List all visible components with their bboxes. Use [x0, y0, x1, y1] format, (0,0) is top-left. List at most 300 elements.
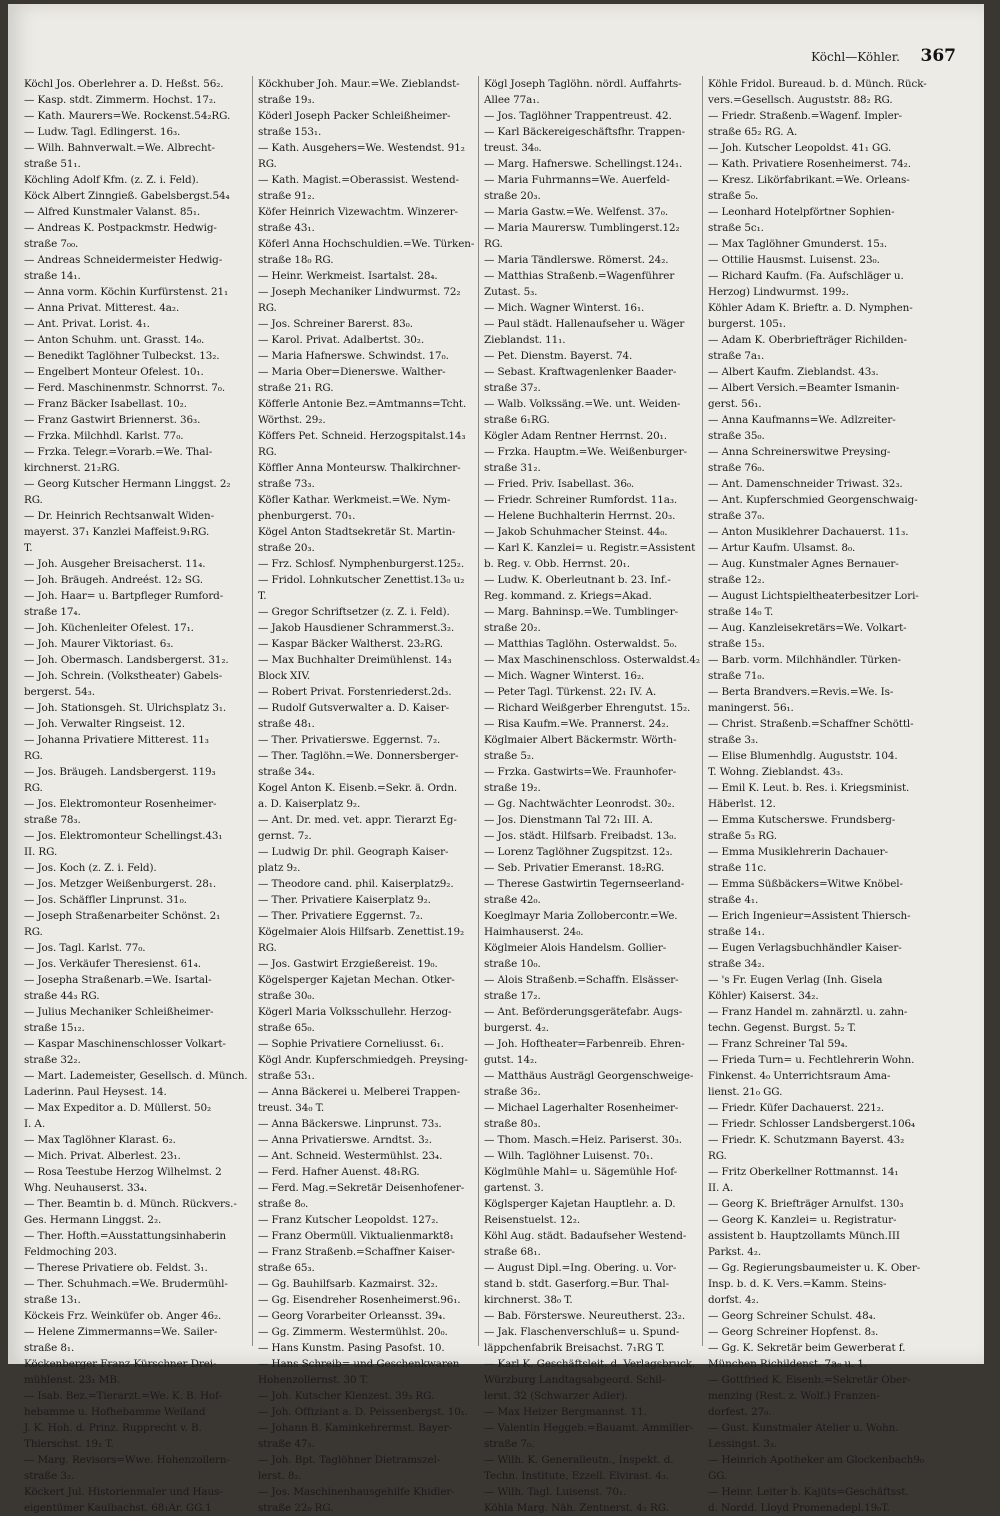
directory-entry-line: — Joseph Straßenarbeiter Schönst. 2₁ [24, 910, 221, 922]
directory-entry-line: bergerst. 54₃. [24, 686, 95, 698]
directory-entry-line: — Anna Privat. Mitterest. 4a₂. [24, 302, 180, 314]
directory-entry-line: Kögler Adam Rentner Herrnst. 20₁. [484, 430, 667, 442]
directory-entry-line: — Ther. Privatierswe. Eggernst. 7₂. [258, 734, 441, 746]
directory-entry-line: RG. [258, 942, 277, 954]
directory-entry-line: Kogel Anton K. Eisenb.=Sekr. ä. Ordn. [258, 782, 458, 794]
directory-entry-line: Köchl Jos. Oberlehrer a. D. Heßst. 56₂. [24, 78, 224, 90]
directory-entry-line: — Adam K. Oberbriefträger Richilden- [708, 334, 907, 346]
directory-entry-line: — Karl K. Kanzlei= u. Registr.=Assistent [484, 542, 696, 554]
directory-entry-line: — Mich. Wagner Winterst. 16₁. [484, 302, 645, 314]
directory-entry-line: — Johanna Privatiere Mitterest. 11₃ [24, 734, 209, 746]
directory-entry-line: — Richard Weißgerber Ehrengutst. 15₂. [484, 702, 691, 714]
directory-entry-line: — Heinrich Apotheker am Glockenbach9₀ [708, 1454, 924, 1466]
directory-entry-line: dorfest. 27₀. [708, 1406, 772, 1418]
directory-entry-line: a. D. Kaiserplatz 9₂. [258, 798, 361, 810]
directory-entry-line: Allee 77a₁. [484, 94, 540, 106]
directory-entry-line: — Ant. Damenschneider Triwast. 32₃. [708, 478, 903, 490]
directory-entry-line: straße 14₁. [24, 270, 81, 282]
directory-entry-line: — Sebast. Kraftwagenlenker Baader- [484, 366, 677, 378]
directory-entry-line: — Ther. Hofth.=Ausstattungsinhaberin [24, 1230, 226, 1242]
directory-entry-line: straße 15₃. [708, 638, 765, 650]
directory-entry-line: — Michael Lagerhalter Rosenheimer- [484, 1102, 679, 1114]
directory-entry-line: — Aug. Kunstmaler Agnes Bernauer- [708, 558, 899, 570]
directory-entry-line: treust. 34₀. [484, 142, 542, 154]
directory-entry-line: GG. [708, 1470, 728, 1482]
directory-entry-line: Köck Albert Zinngieß. Gabelsbergst.54₄ [24, 190, 230, 202]
directory-entry-line: straße 11c. [708, 862, 767, 874]
directory-entry-line: — Karol. Privat. Adalbertst. 30₂. [258, 334, 425, 346]
directory-entry-line: — Friedr. Schlosser Landsbergerst.106₄ [708, 1118, 916, 1130]
directory-entry-line: RG. [708, 1150, 727, 1162]
directory-entry-line: — Anna Bäckerswe. Linprunst. 73₃. [258, 1118, 442, 1130]
directory-entry-line: — Joh. Schrein. (Volkstheater) Gabels- [24, 670, 223, 682]
directory-entry-line: — Franz Schreiner Tal 59₄. [708, 1038, 848, 1050]
directory-entry-line: Block XIV. [258, 670, 311, 682]
directory-entry-line: — Anton Schuhm. unt. Grasst. 14₀. [24, 334, 205, 346]
directory-entry-line: straße 8₁. [24, 1342, 75, 1354]
directory-entry-line: kirchnerst. 38₀ T. [484, 1294, 573, 1306]
directory-entry-line: — Franz Handel m. zahnärztl. u. zahn- [708, 1006, 908, 1018]
directory-entry-line: straße 43₁. [258, 222, 315, 234]
directory-entry-line: straße 37₂. [484, 382, 541, 394]
directory-entry-line: straße 20₂. [484, 622, 541, 634]
directory-entry-line: mayerst. 37₁ Kanzlei Maffeist.9₁RG. [24, 526, 210, 538]
directory-entry-line: — Aug. Kanzleisekretärs=We. Volkart- [708, 622, 907, 634]
directory-entry-line: straße 68₁. [484, 1246, 541, 1258]
directory-entry-line: Whg. Neuhauserst. 33₄. [24, 1182, 148, 1194]
directory-entry-line: — Franz Gastwirt Briennerst. 36₃. [24, 414, 201, 426]
directory-entry-line: Laderinn. Paul Heysest. 14. [24, 1086, 167, 1098]
directory-entry-line: — Jos. Tagl. Karlst. 77₀. [24, 942, 146, 954]
directory-entry-line: straße 7a₁. [708, 350, 765, 362]
directory-entry-line: — Andreas Schneidermeister Hedwig- [24, 254, 223, 266]
directory-entry-line: — Friedr. Schreiner Rumfordst. 11a₃. [484, 494, 678, 506]
directory-entry-line: lerst. 32 (Schwarzer Adler). [484, 1390, 628, 1402]
directory-entry-line: straße 153₁. [258, 126, 322, 138]
directory-entry-line: — Frzka. Hauptm.=We. Weißenburger- [484, 446, 687, 458]
directory-entry-line: II. A. [708, 1182, 734, 1194]
directory-entry-line: — Georg K. Briefträger Arnulfst. 130₃ [708, 1198, 904, 1210]
directory-entry-line: — Andreas K. Postpackmstr. Hedwig- [24, 222, 217, 234]
directory-entry-line: — Friedr. K. Schutzmann Bayerst. 43₂ [708, 1134, 905, 1146]
directory-entry-line: — Franz Straßenb.=Schaffner Kaiser- [258, 1246, 455, 1258]
directory-entry-line: — Lorenz Taglöhner Zugspitzst. 12₃. [484, 846, 673, 858]
directory-entry-line: — Julius Mechaniker Schleißheimer- [24, 1006, 214, 1018]
directory-entry-line: — Valentin Heggeb.=Bauamt. Ammiller- [484, 1422, 693, 1434]
directory-entry-line: — Gg. Bauhilfsarb. Kazmairst. 32₂. [258, 1278, 438, 1290]
running-header [8, 44, 984, 68]
directory-entry-line: — Joh. Ausgeher Breisacherst. 11₄. [24, 558, 206, 570]
directory-entry-line: — Ther. Beamtin b. d. Münch. Rückvers.- [24, 1198, 237, 1210]
directory-entry-line: — August Lichtspieltheaterbesitzer Lori- [708, 590, 919, 602]
directory-entry-line: straße 35₀. [708, 430, 765, 442]
directory-column-4 [708, 76, 929, 1514]
directory-entry-line: — Ferd. Mag.=Sekretär Deisenhofener- [258, 1182, 465, 1194]
directory-entry-line: treust. 34₀ T. [258, 1102, 325, 1114]
directory-entry-line: straße 8₀. [258, 1198, 309, 1210]
directory-entry-line: — Barb. vorm. Milchhändler. Türken- [708, 654, 901, 666]
directory-entry-line: — Wilh. Tagl. Luisenst. 70₁. [484, 1486, 627, 1498]
directory-entry-line: Reisenstuelst. 12₂. [484, 1214, 581, 1226]
directory-entry-line: — Gust. Kunstmaler Atelier u. Wohn. [708, 1422, 899, 1434]
directory-entry-line: straße 22₀ RG. [258, 1502, 334, 1514]
directory-entry-line: straße 78₃. [24, 814, 81, 826]
directory-entry-line: straße 48₁. [258, 718, 315, 730]
directory-entry-line: — Ant. Schneid. Westermühlst. 23₄. [258, 1150, 443, 1162]
directory-entry-line: — Gg. Regierungsbaumeister u. K. Ober- [708, 1262, 921, 1274]
directory-entry-line: Haimhauserst. 24₀. [484, 926, 584, 938]
directory-entry-line: — Maria Ober=Dienerswe. Walther- [258, 366, 446, 378]
directory-entry-line: vers.=Gesellsch. Auguststr. 88₂ RG. [708, 94, 893, 106]
directory-entry-line: läppchenfabrik Breisachst. 7₁RG T. [484, 1342, 665, 1354]
directory-entry-line: — Albert Kaufm. Zieblandst. 43₃. [708, 366, 879, 378]
directory-entry-line: Insp. b. d. K. Vers.=Kamm. Steins- [708, 1278, 887, 1290]
directory-entry-line: straße 76₀. [708, 462, 765, 474]
directory-entry-line: straße 4₁. [708, 894, 759, 906]
directory-entry-line: stand b. stdt. Gaserforg.=Bur. Thal- [484, 1278, 670, 1290]
directory-entry-line: Köfler Kathar. Werkmeist.=We. Nym- [258, 494, 451, 506]
directory-entry-line: straße 42₀. [484, 894, 541, 906]
directory-entry-line: — Joh. Stationsgeh. St. Ulrichsplatz 3₁. [24, 702, 227, 714]
directory-entry-line: — Eugen Verlagsbuchhändler Kaiser- [708, 942, 902, 954]
directory-entry-line: burgerst. 105₁. [708, 318, 786, 330]
directory-entry-line: Köckenberger Franz Kürschner Drei- [24, 1358, 217, 1370]
directory-entry-line: straße 91₂. [258, 190, 315, 202]
directory-column-1 [24, 76, 248, 1514]
directory-entry-line: T. Wohng. Zieblandst. 43₃. [708, 766, 844, 778]
directory-entry-line: I. A. [24, 1118, 46, 1130]
directory-entry-line: — Albert Versich.=Beamter Ismanin- [708, 382, 900, 394]
directory-entry-line: — Ther. Schuhmach.=We. Brudermühl- [24, 1278, 228, 1290]
directory-entry-line: straße 21₁ RG. [258, 382, 334, 394]
directory-entry-line: straße 5c₁. [708, 222, 764, 234]
directory-entry-line: — Fried. Priv. Isabellast. 36₀. [484, 478, 635, 490]
directory-entry-line: — Franz Kutscher Leopoldst. 127₂. [258, 1214, 439, 1226]
directory-entry-line: — Max Taglöhner Klarast. 6₂. [24, 1134, 176, 1146]
directory-entry-line: straße 13₁. [24, 1294, 81, 1306]
directory-entry-line: — Ludw. K. Oberleutnant b. 23. Inf.- [484, 574, 671, 586]
directory-entry-line: — Marg. Hafnerswe. Schellingst.124₁. [484, 158, 683, 170]
directory-entry-line: gutst. 14₂. [484, 1054, 538, 1066]
directory-entry-line: — Gg. Zimmerm. Westermühlst. 20₀. [258, 1326, 448, 1338]
directory-entry-line: burgerst. 4₂. [484, 1022, 549, 1034]
directory-entry-line: — Bab. Försterswe. Neureutherst. 23₂. [484, 1310, 686, 1322]
directory-entry-line: — Franz Bäcker Isabellast. 10₂. [24, 398, 187, 410]
directory-entry-line: lerst. 8₂. [258, 1470, 302, 1482]
directory-entry-line: — Joh. Kutscher Klenzest. 39₃ RG. [258, 1390, 435, 1402]
directory-entry-line: straße 5₂. [484, 750, 535, 762]
directory-entry-line: Köckhuber Joh. Maur.=We. Zieblandst- [258, 78, 460, 90]
directory-entry-line: — Therese Gastwirtin Tegernseerland- [484, 878, 685, 890]
directory-entry-line: straße 6₁RG. [484, 414, 550, 426]
directory-entry-line: — Richard Kaufm. (Fa. Aufschläger u. [708, 270, 904, 282]
directory-entry-line: — Paul städt. Hallenaufseher u. Wäger [484, 318, 685, 330]
directory-entry-line: — Emma Kutscherswe. Frundsberg- [708, 814, 896, 826]
directory-entry-line: — Anton Musiklehrer Dachauerst. 11₃. [708, 526, 909, 538]
directory-entry-line: mühlenst. 23₁ MB. [24, 1374, 121, 1386]
directory-entry-line: straße 34₄. [258, 766, 315, 778]
directory-entry-line: — Joh. Maurer Viktoriast. 6₃. [24, 638, 174, 650]
directory-entry-line: Thierschst. 19₂ T. [24, 1438, 114, 1450]
directory-entry-line: — Friedr. Küfer Dachauerst. 221₂. [708, 1102, 885, 1114]
directory-entry-line: — Jos. Metzger Weißenburgerst. 28₁. [24, 878, 217, 890]
directory-entry-line: — Ther. Privatiere Kaiserplatz 9₂. [258, 894, 431, 906]
directory-entry-line: RG. [484, 238, 503, 250]
directory-entry-line: lienst. 21₀ GG. [708, 1086, 783, 1098]
directory-entry-line: — Pet. Dienstm. Bayerst. 74. [484, 350, 633, 362]
directory-entry-line: Kögerl Maria Volksschullehr. Herzog- [258, 1006, 452, 1018]
directory-entry-line: straße 12₂. [708, 574, 765, 586]
directory-entry-line: — Rudolf Gutsverwalter a. D. Kaiser- [258, 702, 450, 714]
directory-entry-line: — Anna vorm. Köchin Kurfürstenst. 21₁ [24, 286, 229, 298]
directory-entry-line: straße 37₀. [708, 510, 765, 522]
directory-entry-line: — Christ. Straßenb.=Schaffner Schöttl- [708, 718, 914, 730]
directory-entry-line: — Mart. Lademeister, Gesellsch. d. Münch. [24, 1070, 248, 1082]
directory-entry-line: — Gg. Nachtwächter Leonrodst. 30₂. [484, 798, 675, 810]
directory-entry-line: — Johann B. Kaminkehrermst. Bayer- [258, 1422, 452, 1434]
directory-entry-line: Köglmeier Alois Handelsm. Gollier- [484, 942, 667, 954]
directory-entry-line: phenburgerst. 70₁. [258, 510, 356, 522]
directory-entry-line: Zieblandst. 11₁. [484, 334, 566, 346]
directory-entry-line: — Jak. Flaschenverschluß= u. Spund- [484, 1326, 680, 1338]
directory-column-2 [258, 76, 479, 1514]
directory-entry-line: — Gg. K. Sekretär beim Gewerberat f. [708, 1342, 906, 1354]
directory-entry-line: Lessingst. 3₃. [708, 1438, 778, 1450]
directory-entry-line: Techn. Institute, Ezzell. Elvirast. 4₃. [484, 1470, 669, 1482]
directory-entry-line: straße 65₂ RG. A. [708, 126, 798, 138]
directory-entry-line: straße 36₂. [484, 1086, 541, 1098]
directory-entry-line: — Jos. städt. Hilfsarb. Freibadst. 13₀. [484, 830, 677, 842]
directory-entry-line: — Ther. Taglöhn.=We. Donnersberger- [258, 750, 459, 762]
directory-entry-line: — Max Maschinenschloss. Osterwaldst.4₂ [484, 654, 700, 666]
directory-entry-line: straße 17₄. [24, 606, 81, 618]
directory-entry-line: straße 14₁. [708, 926, 765, 938]
directory-entry-line: — Jos. Bräugeh. Landsbergerst. 119₃ [24, 766, 216, 778]
directory-entry-line: — Ant. Beförderungsgerätefabr. Augs- [484, 1006, 683, 1018]
directory-entry-line: Feldmoching 203. [24, 1246, 117, 1258]
directory-entry-line: — Gottfried K. Eisenb.=Sekretär Ober- [708, 1374, 911, 1386]
directory-entry-line: Köhl Aug. städt. Badaufseher Westend- [484, 1230, 687, 1242]
directory-entry-line: Kögelsperger Kajetan Mechan. Otker- [258, 974, 455, 986]
directory-entry-line: Wörthst. 29₂. [258, 414, 326, 426]
directory-entry-line: Kögl Joseph Taglöhn. nördl. Auffahrts- [484, 78, 682, 90]
directory-entry-line: eigentümer Kaulbachst. 68₁Ar. GG.1 [24, 1502, 212, 1514]
directory-entry-line: straße 20₃. [258, 542, 315, 554]
directory-entry-line: Köhler Adam K. Brieftr. a. D. Nymphen- [708, 302, 913, 314]
directory-entry-line: — Georg Schreiner Schulst. 48₄. [708, 1310, 876, 1322]
directory-entry-line: — Anna Bäckerei u. Melberei Trappen- [258, 1086, 461, 1098]
directory-entry-line: straße 19₃. [258, 94, 315, 106]
directory-entry-line: Köffers Pet. Schneid. Herzogspitalst.14₃ [258, 430, 466, 442]
directory-entry-line: Parkst. 4₂. [708, 1246, 762, 1258]
directory-entry-line: straße 5₃ RG. [708, 830, 777, 842]
directory-entry-line: Hohenzollernst. 30 T. [258, 1374, 369, 1386]
directory-entry-line: — Anna Kaufmanns=We. Adlzreiter- [708, 414, 896, 426]
directory-entry-line: — Kaspar Maschinenschlosser Volkart- [24, 1038, 226, 1050]
directory-entry-line: straße 71₀. [708, 670, 765, 682]
directory-entry-line: straße 30₀. [258, 990, 315, 1002]
directory-entry-line: — Frz. Schlosf. Nymphenburgerst.125₂. [258, 558, 465, 570]
directory-entry-line: straße 7₀. [484, 1438, 535, 1450]
directory-entry-line: straße 10₀. [484, 958, 541, 970]
directory-entry-line: — Josepha Straßenarb.=We. Isartal- [24, 974, 212, 986]
directory-entry-line: — Matthias Straßenb.=Wagenführer [484, 270, 675, 282]
directory-entry-line: T. [24, 542, 33, 554]
directory-entry-line: straße 3₂. [24, 1470, 75, 1482]
directory-entry-line: hebamme u. Hofhebamme Weiland [24, 1406, 206, 1418]
directory-entry-line: straße 31₂. [484, 462, 541, 474]
directory-entry-line: Ges. Hermann Linggst. 2₂. [24, 1214, 162, 1226]
directory-entry-line: techn. Gegenst. Burgst. 5₂ T. [708, 1022, 857, 1034]
directory-entry-line: — Sophie Privatiere Corneliusst. 6₁. [258, 1038, 444, 1050]
directory-entry-line: straße 7₀₀. [24, 238, 79, 250]
directory-entry-line: — Seb. Privatier Emeranst. 18₂RG. [484, 862, 665, 874]
directory-entry-line: RG. [24, 750, 43, 762]
directory-entry-line: — Kath. Maurers=We. Rockenst.54₂RG. [24, 110, 231, 122]
directory-entry-line: straße 19₂. [484, 782, 541, 794]
directory-entry-line: — Engelbert Monteur Ofelest. 10₁. [24, 366, 204, 378]
directory-column-3 [484, 76, 705, 1514]
directory-entry-line: — Benedikt Taglöhner Tulbeckst. 13₂. [24, 350, 220, 362]
directory-entry-line: — Ant. Kupferschmied Georgenschwaig- [708, 494, 918, 506]
directory-entry-line: Zutast. 5₃. [484, 286, 538, 298]
directory-entry-line: RG. [24, 494, 43, 506]
directory-entry-line: straße 51₁. [24, 158, 81, 170]
directory-entry-line: — Maria Fuhrmanns=We. Auerfeld- [484, 174, 670, 186]
directory-entry-line: — Thom. Masch.=Heiz. Pariserst. 30₃. [484, 1134, 682, 1146]
directory-entry-line: Köhler) Kaiserst. 34₂. [708, 990, 819, 1002]
directory-entry-line: — Jos. Schreiner Barerst. 83₀. [258, 318, 413, 330]
directory-entry-line: — Gregor Schriftsetzer (z. Z. i. Feld). [258, 606, 450, 618]
directory-entry-line: — Maria Hafnerswe. Schwindst. 17₀. [258, 350, 449, 362]
directory-entry-line: straße 47₃. [258, 1438, 315, 1450]
directory-entry-line: — Jos. Dienstmann Tal 72₁ III. A. [484, 814, 653, 826]
directory-entry-line: — Gg. Eisendreher Rosenheimerst.96₁. [258, 1294, 461, 1306]
directory-entry-line: — Emil K. Leut. b. Res. i. Kriegsminist. [708, 782, 910, 794]
directory-entry-line: Köckert Jul. Historienmaler und Haus- [24, 1486, 223, 1498]
directory-entry-line: — Theodore cand. phil. Kaiserplatz9₂. [258, 878, 454, 890]
directory-entry-line: — Kresz. Likörfabrikant.=We. Orleans- [708, 174, 910, 186]
directory-entry-line: — Joseph Mechaniker Lindwurmst. 72₂ [258, 286, 461, 298]
directory-entry-line: — Marg. Bahninsp.=We. Tumblinger- [484, 606, 679, 618]
directory-entry-line: gerst. 56₁. [708, 398, 762, 410]
directory-entry-line: — Friedr. Straßenb.=Wagenf. Impler- [708, 110, 902, 122]
directory-entry-line: straße 18₀ RG. [258, 254, 334, 266]
directory-entry-line: — Ant. Privat. Lorist. 4₁. [24, 318, 150, 330]
directory-entry-line: — Jos. Gastwirt Erzgießereist. 19₀. [258, 958, 438, 970]
directory-entry-line: — Ferd. Hafner Auenst. 48₁RG. [258, 1166, 420, 1178]
directory-entry-line: — Georg Vorarbeiter Orleansst. 39₄. [258, 1310, 446, 1322]
directory-entry-line: Reg. kommand. z. Kriegs=Akad. [484, 590, 652, 602]
directory-entry-line: — 's Fr. Eugen Verlag (Inh. Gisela [708, 974, 883, 986]
directory-entry-line: — Joh. Bräugeh. Andreést. 12₂ SG. [24, 574, 203, 586]
directory-entry-line: — Jos. Elektromonteur Schellingst.43₁ [24, 830, 223, 842]
directory-entry-line: straße 15₁₂. [24, 1022, 85, 1034]
directory-entry-line: Würzburg Landtagsabgeord. Schil- [484, 1374, 666, 1386]
directory-entry-line: — Elise Blumenhdlg. Auguststr. 104. [708, 750, 898, 762]
directory-entry-line: — Max Taglöhner Gmunderst. 15₃. [708, 238, 888, 250]
directory-entry-line: straße 14₀ T. [708, 606, 774, 618]
directory-entry-line: — Max Heizer Bergmannst. 11. [484, 1406, 647, 1418]
directory-entry-line: — Fridol. Lohnkutscher Zenettist.13₀ u₂ [258, 574, 465, 586]
directory-entry-line: — Franz Obermüll. Viktualienmarkt8₁ [258, 1230, 454, 1242]
directory-entry-line: menzing (Rest. z. Wolf.) Franzen- [708, 1390, 880, 1402]
directory-entry-line: — Joh. Haar= u. Bartpfleger Rumford- [24, 590, 224, 602]
directory-entry-line: — Joh. Bpt. Taglöhner Dietramszel- [258, 1454, 441, 1466]
directory-entry-line: Köffler Anna Monteursw. Thalkirchner- [258, 462, 461, 474]
directory-entry-line: — Mich. Privat. Alberlest. 23₁. [24, 1150, 181, 1162]
directory-entry-line: — Jos. Elektromonteur Rosenheimer- [24, 798, 217, 810]
directory-entry-line: — Kath. Magist.=Oberassist. Westend- [258, 174, 459, 186]
directory-entry-line: kirchnerst. 21₂RG. [24, 462, 120, 474]
directory-entry-line: — Kath. Ausgehers=We. Westendst. 91₂ [258, 142, 465, 154]
directory-entry-line: — Heinr. Leiter b. Kajüts=Geschäftsst. [708, 1486, 909, 1498]
directory-entry-line: — Rosa Teestube Herzog Wilhelmst. 2 [24, 1166, 222, 1178]
directory-entry-line: München Richildenst. 7a₀ u. 1. [708, 1358, 868, 1370]
directory-entry-line: straße 80₃. [484, 1118, 541, 1130]
directory-entry-line: — Joh. Kutscher Leopoldst. 41₁ GG. [708, 142, 892, 154]
directory-entry-line: — Georg K. Kanzlei= u. Registratur- [708, 1214, 897, 1226]
directory-page [8, 4, 984, 1514]
directory-entry-line: — Ther. Privatiere Eggernst. 7₂. [258, 910, 423, 922]
directory-entry-line: — Karl Bäckereigeschäftsfhr. Trappen- [484, 126, 685, 138]
directory-entry-line: — Joh. Hoftheater=Farbenreib. Ehren- [484, 1038, 685, 1050]
directory-entry-line: Köglmaier Albert Bäckermstr. Wörth- [484, 734, 677, 746]
directory-entry-line: — Georg Kutscher Hermann Linggst. 2₂ [24, 478, 231, 490]
directory-entry-line: — Helene Buchhalterin Herrnst. 20₃. [484, 510, 676, 522]
directory-entry-line: — Frieda Turn= u. Fechtlehrerin Wohn. [708, 1054, 915, 1066]
directory-entry-line: — Frzka. Gastwirts=We. Fraunhofer- [484, 766, 677, 778]
directory-entry-line: — Max Buchhalter Dreimühlenst. 14₃ [258, 654, 452, 666]
directory-entry-line: — Dr. Heinrich Rechtsanwalt Widen- [24, 510, 214, 522]
directory-entry-line: — Ludw. Tagl. Edlingerst. 16₃. [24, 126, 181, 138]
directory-entry-line: II. RG. [24, 846, 58, 858]
directory-entry-line: Finkenst. 4₀ Unterrichtsraum Ama- [708, 1070, 891, 1082]
directory-entry-line: dorfst. 4₂. [708, 1294, 759, 1306]
directory-entry-line: d. Nordd. Lloyd Promenadepl.19₀T. [708, 1502, 890, 1514]
page-number: 367 [920, 46, 956, 66]
directory-entry-line: straße 5₀. [708, 190, 759, 202]
directory-entry-line: — Helene Zimmermanns=We. Sailer- [24, 1326, 218, 1338]
directory-entry-line: — Heinr. Werkmeist. Isartalst. 28₄. [258, 270, 438, 282]
directory-entry-line: — Mich. Wagner Winterst. 16₂. [484, 670, 645, 682]
directory-entry-line: — Wilh. Bahnverwalt.=We. Albrecht- [24, 142, 215, 154]
directory-entry-line: RG. [258, 158, 277, 170]
directory-entry-line: — Anna Privatierswe. Arndtst. 3₂. [258, 1134, 432, 1146]
directory-entry-line: — Matthias Taglöhn. Osterwaldst. 5₀. [484, 638, 678, 650]
directory-entry-line: gartenst. 3. [484, 1182, 544, 1194]
directory-entry-line: — Kaspar Bäcker Waltherst. 23₂RG. [258, 638, 443, 650]
directory-entry-line: straße 20₃. [484, 190, 541, 202]
directory-entry-line: — Ant. Dr. med. vet. appr. Tierarzt Eg- [258, 814, 457, 826]
column-divider [252, 76, 253, 1346]
directory-entry-line: straße 17₂. [484, 990, 541, 1002]
directory-entry-line: straße 34₂. [708, 958, 765, 970]
directory-entry-line: — Jos. Maschinenhausgehilfe Khidler- [258, 1486, 455, 1498]
directory-entry-line: — Karl K. Geschäftsleit. d. Verlagsbruck. [484, 1358, 696, 1370]
directory-entry-line: — Alfred Kunstmaler Valanst. 85₁. [24, 206, 201, 218]
directory-entry-line: — Joh. Obermasch. Landsbergerst. 31₂. [24, 654, 229, 666]
directory-entry-line: Köhle Fridol. Bureaud. b. d. Münch. Rück- [708, 78, 927, 90]
directory-entry-line: — Jos. Taglöhner Trappentreust. 42. [484, 110, 672, 122]
directory-entry-line: — Isab. Bez.=Tierarzt.=We. K. B. Hof- [24, 1390, 222, 1402]
directory-entry-line: assistent b. Hauptzollamts Münch.III [708, 1230, 900, 1242]
directory-entry-line: — Marg. Revisors=Wwe. Hohenzollern- [24, 1454, 230, 1466]
directory-entry-line: — Robert Privat. Forstenriederst.2d₃. [258, 686, 452, 698]
directory-entry-line: — Jakob Hausdiener Schrammerst.3₂. [258, 622, 455, 634]
directory-entry-line: Köderl Joseph Packer Schleißheimer- [258, 110, 451, 122]
directory-entry-line: — Matthäus Austrägl Georgenschweige- [484, 1070, 694, 1082]
